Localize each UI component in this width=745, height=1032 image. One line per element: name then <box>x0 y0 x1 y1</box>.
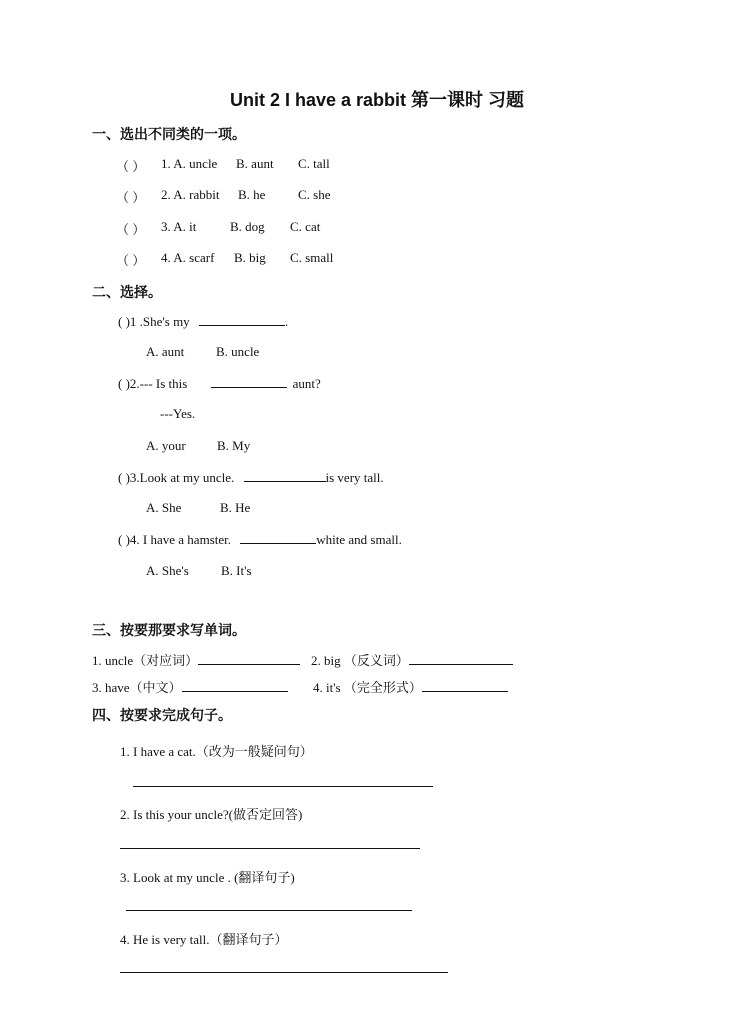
question-text: 1 .She's my <box>129 314 190 329</box>
answer-blank[interactable] <box>199 313 285 326</box>
answer-paren: ( ) <box>118 314 130 329</box>
question-text: 4. I have a hamster. <box>129 532 231 547</box>
option-a: 2. A. rabbit <box>161 187 220 202</box>
question-text: 2.--- Is this <box>129 376 188 391</box>
question-end: . <box>284 314 289 329</box>
option-b: B. uncle <box>216 344 260 359</box>
option-b: B. It's <box>221 563 252 578</box>
s4-question-3: 3. Look at my uncle . (翻译句子) <box>120 870 295 885</box>
answer-blank[interactable] <box>182 679 288 692</box>
s4-question-4: 4. He is very tall.（翻译句子） <box>120 932 288 947</box>
s2-question-2 <box>118 375 321 392</box>
option-b: B. My <box>217 438 251 453</box>
answer-blank[interactable] <box>240 531 316 544</box>
answer-line[interactable] <box>120 848 420 849</box>
answer-paren: （ ） <box>116 159 146 174</box>
question-end: aunt? <box>292 376 321 391</box>
answer-line[interactable] <box>120 972 448 973</box>
item-text: 1. uncle（对应词） <box>92 653 199 668</box>
option-b: B. he <box>238 187 266 202</box>
option-b: B. dog <box>230 219 265 234</box>
s2-question-4 <box>118 531 402 548</box>
option-c: C. cat <box>290 219 321 234</box>
item-text: 3. have（中文） <box>92 680 182 695</box>
option-c: C. she <box>298 187 331 202</box>
answer-paren: ( ) <box>118 470 130 485</box>
option-b: B. He <box>220 500 251 515</box>
section-1-heading: 一、选出不同类的一项。 <box>92 127 246 143</box>
section-2-heading: 二、选择。 <box>92 285 162 301</box>
item-text: 2. big （反义词） <box>311 653 409 668</box>
s2-question-3 <box>118 469 384 486</box>
option-a: 3. A. it <box>161 219 197 234</box>
option-a: A. She's <box>146 563 189 578</box>
answer-paren: ( ) <box>118 532 130 547</box>
answer-blank[interactable] <box>198 652 300 665</box>
answer-blank[interactable] <box>409 652 513 665</box>
s3-item-2 <box>311 650 513 669</box>
answer-paren: （ ） <box>116 190 146 205</box>
option-a: A. aunt <box>146 344 185 359</box>
option-a: A. She <box>146 500 182 515</box>
s4-question-1: 1. I have a cat.（改为一般疑问句） <box>120 744 313 759</box>
option-a: A. your <box>146 438 186 453</box>
question-end: is very tall. <box>325 470 384 485</box>
option-b: B. big <box>234 250 266 265</box>
answer-paren: （ ） <box>116 253 146 268</box>
question-end: white and small. <box>316 532 402 547</box>
s2-question-1 <box>118 313 288 330</box>
answer-blank[interactable] <box>211 375 287 388</box>
answer-blank[interactable] <box>422 679 508 692</box>
s3-item-4 <box>313 677 508 696</box>
option-b: B. aunt <box>236 156 274 171</box>
s3-item-3 <box>92 677 288 696</box>
answer-paren: ( ) <box>118 376 130 391</box>
option-c: C. small <box>290 250 334 265</box>
page-title: Unit 2 I have a rabbit 第一课时 习题 <box>230 90 525 110</box>
item-text: 4. it's （完全形式） <box>313 680 422 695</box>
answer-blank[interactable] <box>244 469 326 482</box>
answer-paren: （ ） <box>116 222 146 237</box>
option-c: C. tall <box>298 156 330 171</box>
answer-line[interactable] <box>126 910 412 911</box>
s3-item-1 <box>92 650 300 669</box>
section-4-heading: 四、按要求完成句子。 <box>92 708 232 724</box>
option-a: 4. A. scarf <box>161 250 215 265</box>
s4-question-2: 2. Is this your uncle?(做否定回答) <box>120 807 303 822</box>
question-text: 3.Look at my uncle. <box>129 470 235 485</box>
answer-line[interactable] <box>133 786 433 787</box>
option-a: 1. A. uncle <box>161 156 218 171</box>
reply-text: ---Yes. <box>160 406 196 421</box>
section-3-heading: 三、按要那要求写单词。 <box>92 623 246 639</box>
